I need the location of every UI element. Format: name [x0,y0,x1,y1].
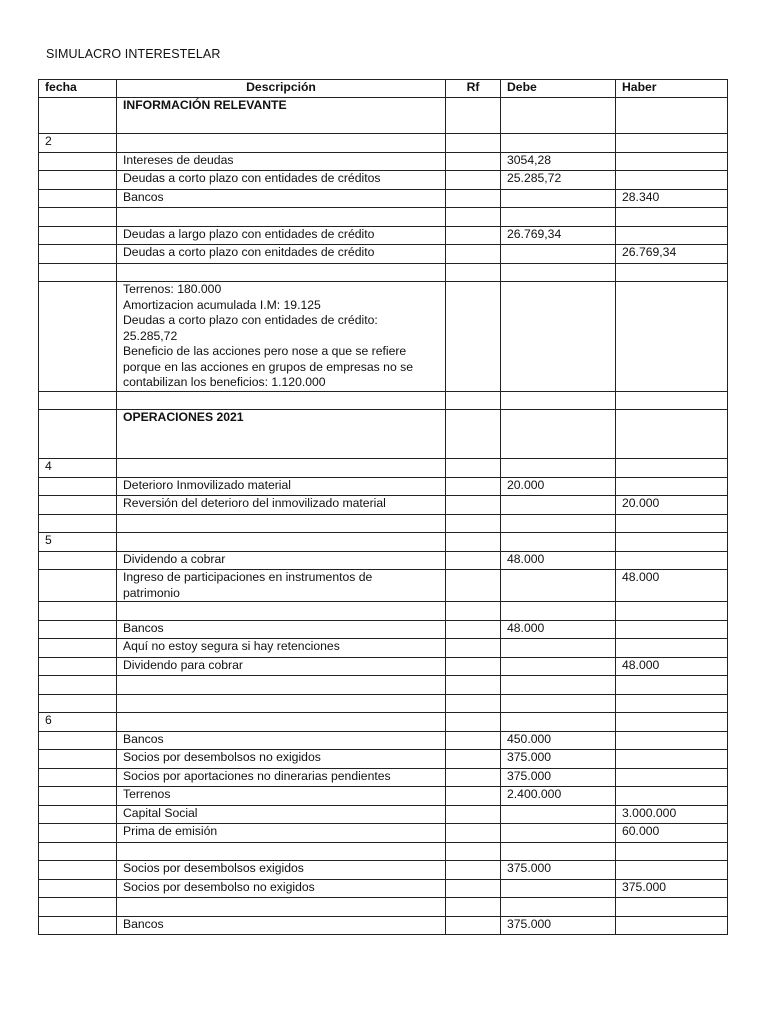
haber-cell [616,602,728,621]
rf-cell [446,898,501,917]
debe-cell [501,245,616,264]
descripcion-cell [117,824,446,843]
descripcion-line: Beneficio de las acciones pero nose a que se refiere [123,344,407,358]
descripcion-line: Dividendo a cobrar [123,551,226,566]
header-fecha: fecha [39,80,117,98]
descripcion-cell [117,676,446,695]
table-row [39,551,728,570]
table-row [39,208,728,227]
rf-cell [446,263,501,282]
descripcion-cell [117,750,446,769]
descripcion-cell [117,98,446,134]
debe-cell [501,805,616,824]
haber-cell [616,620,728,639]
rf-cell [446,459,501,478]
descripcion-line: Deudas a largo plazo con entidades de crédito [123,226,375,241]
fecha-cell [39,805,117,824]
descripcion-line: Bancos [123,189,164,204]
rf-cell [446,602,501,621]
header-haber: Haber [616,80,728,98]
fecha-cell [39,410,117,459]
descripcion-line: OPERACIONES 2021 [123,410,244,424]
descripcion-cell [117,768,446,787]
haber-cell [616,391,728,410]
descripcion-line: patrimonio [123,585,180,600]
table-row [39,514,728,533]
debe-cell [501,694,616,713]
rf-cell [446,676,501,695]
debe-cell [501,676,616,695]
table-row [39,768,728,787]
table-row [39,824,728,843]
rf-cell [446,694,501,713]
haber-cell: 28.340 [616,189,728,208]
descripcion-cell [117,731,446,750]
descripcion-line: Socios por desembolsos exigidos [123,861,304,875]
descripcion-line: Reversión del deterioro del inmovilizado material [123,496,386,510]
descripcion-cell [117,391,446,410]
fecha-cell [39,551,117,570]
table-row [39,245,728,264]
table-row [39,226,728,245]
haber-cell [616,768,728,787]
descripcion-cell [117,570,446,602]
descripcion-cell [117,226,446,245]
rf-cell [446,152,501,171]
fecha-cell [39,477,117,496]
descripcion-cell [117,477,446,496]
table-row [39,477,728,496]
fecha-cell [39,824,117,843]
table-row [39,263,728,282]
fecha-cell [39,657,117,676]
fecha-cell [39,768,117,787]
haber-cell [616,263,728,282]
table-row [39,879,728,898]
descripcion-cell [117,459,446,478]
debe-cell: 25.285,72 [501,171,616,190]
table-row [39,496,728,515]
fecha-cell [39,676,117,695]
debe-cell [501,410,616,459]
fecha-cell [39,898,117,917]
debe-cell: 26.769,34 [501,226,616,245]
debe-cell [501,459,616,478]
descripcion-cell [117,713,446,732]
fecha-cell [39,861,117,880]
debe-cell [501,391,616,410]
debe-cell [501,657,616,676]
table-row [39,620,728,639]
table-row [39,459,728,478]
haber-cell [616,731,728,750]
haber-cell [616,282,728,392]
haber-cell [616,533,728,552]
table-row [39,694,728,713]
descripcion-cell [117,134,446,153]
journal-table [38,79,728,935]
debe-cell: 375.000 [501,916,616,935]
table-row [39,152,728,171]
descripcion-line: Aquí no estoy segura si hay retenciones [123,639,340,653]
descripcion-cell [117,694,446,713]
descripcion-cell [117,602,446,621]
rf-cell [446,861,501,880]
haber-cell [616,639,728,658]
rf-cell [446,824,501,843]
rf-cell [446,208,501,227]
rf-cell [446,805,501,824]
descripcion-cell [117,496,446,515]
debe-cell: 2.400.000 [501,787,616,806]
table-row [39,657,728,676]
haber-cell [616,676,728,695]
rf-cell [446,713,501,732]
table-row [39,134,728,153]
fecha-cell [39,98,117,134]
descripcion-line: Prima de emisión [123,824,218,838]
descripcion-cell [117,533,446,552]
fecha-cell: 6 [39,713,117,732]
fecha-cell [39,208,117,227]
haber-cell [616,171,728,190]
fecha-cell [39,916,117,935]
rf-cell [446,134,501,153]
haber-cell [616,750,728,769]
descripcion-cell [117,879,446,898]
descripcion-line: Socios por desembolsos no exigidos [123,750,321,764]
descripcion-cell [117,620,446,639]
haber-cell [616,694,728,713]
fecha-cell [39,391,117,410]
debe-cell: 450.000 [501,731,616,750]
debe-cell: 375.000 [501,768,616,787]
fecha-cell [39,496,117,515]
rf-cell [446,477,501,496]
fecha-cell [39,245,117,264]
fecha-cell [39,263,117,282]
debe-cell [501,189,616,208]
haber-cell [616,842,728,861]
debe-cell: 375.000 [501,750,616,769]
descripcion-cell [117,916,446,935]
debe-cell [501,514,616,533]
descripcion-line: Bancos [123,620,164,635]
descripcion-cell [117,657,446,676]
debe-cell [501,842,616,861]
haber-cell: 60.000 [616,824,728,843]
haber-cell [616,916,728,935]
descripcion-line: Terrenos [123,787,171,801]
descripcion-cell [117,208,446,227]
rf-cell [446,98,501,134]
haber-cell [616,226,728,245]
descripcion-line: Amortizacion acumulada I.M: 19.125 [123,297,321,312]
fecha-cell [39,226,117,245]
haber-cell [616,551,728,570]
descripcion-cell [117,263,446,282]
descripcion-line: contabilizan los beneficios: 1.120.000 [123,375,326,389]
table-row [39,713,728,732]
descripcion-line: Deudas a corto plazo con enitdades de crédito [123,245,375,259]
debe-cell: 375.000 [501,861,616,880]
debe-cell [501,898,616,917]
haber-cell [616,410,728,459]
debe-cell [501,533,616,552]
fecha-cell [39,570,117,602]
descripcion-cell [117,410,446,459]
descripcion-line: Intereses de deudas [123,152,234,167]
fecha-cell [39,171,117,190]
rf-cell [446,551,501,570]
fecha-cell [39,189,117,208]
descripcion-cell [117,787,446,806]
table-row [39,861,728,880]
descripcion-cell [117,551,446,570]
table-row [39,189,728,208]
rf-cell [446,657,501,676]
table-row [39,171,728,190]
table-row [39,898,728,917]
descripcion-cell [117,189,446,208]
descripcion-line: Deudas a corto plazo con entidades de créditos [123,171,381,185]
fecha-cell [39,514,117,533]
debe-cell [501,570,616,602]
descripcion-cell [117,152,446,171]
table-row [39,639,728,658]
descripcion-cell [117,861,446,880]
fecha-cell [39,639,117,658]
table-row [39,842,728,861]
debe-cell: 48.000 [501,551,616,570]
fecha-cell: 4 [39,459,117,478]
rf-cell [446,916,501,935]
table-row [39,533,728,552]
descripcion-line: Socios por aportaciones no dinerarias pendientes [123,768,391,783]
descripcion-cell [117,245,446,264]
fecha-cell [39,152,117,171]
rf-cell [446,514,501,533]
fecha-cell [39,750,117,769]
haber-cell: 20.000 [616,496,728,515]
haber-cell: 375.000 [616,879,728,898]
rf-cell [446,226,501,245]
haber-cell: 48.000 [616,657,728,676]
debe-cell: 48.000 [501,620,616,639]
haber-cell: 26.769,34 [616,245,728,264]
debe-cell [501,98,616,134]
haber-cell [616,459,728,478]
document-title: SIMULACRO INTERESTELAR [46,47,221,61]
header-descripcion: Descripción [117,80,446,98]
rf-cell [446,879,501,898]
descripcion-line: Terrenos: 180.000 [123,282,222,296]
table-row [39,805,728,824]
table-row [39,391,728,410]
rf-cell [446,245,501,264]
haber-cell: 3.000.000 [616,805,728,824]
descripcion-cell [117,514,446,533]
rf-cell [446,750,501,769]
debe-cell: 3054,28 [501,152,616,171]
debe-cell [501,639,616,658]
fecha-cell [39,879,117,898]
descripcion-line: Ingreso de participaciones en instrumentos de [123,570,373,584]
rf-cell [446,496,501,515]
haber-cell [616,898,728,917]
rf-cell [446,639,501,658]
fecha-cell: 5 [39,533,117,552]
descripcion-line: porque en las acciones en grupos de empresas no se [123,359,413,374]
descripcion-cell [117,171,446,190]
table-row [39,602,728,621]
table-row [39,410,728,459]
descripcion-cell [117,842,446,861]
fecha-cell [39,602,117,621]
descripcion-line: Dividendo para cobrar [123,657,243,672]
table-row [39,787,728,806]
descripcion-cell [117,639,446,658]
haber-cell [616,861,728,880]
fecha-cell: 2 [39,134,117,153]
debe-cell: 20.000 [501,477,616,496]
debe-cell [501,263,616,282]
debe-cell [501,134,616,153]
table-row [39,676,728,695]
rf-cell [446,189,501,208]
rf-cell [446,768,501,787]
rf-cell [446,842,501,861]
rf-cell [446,787,501,806]
descripcion-line: Deudas a corto plazo con entidades de crédito: [123,313,378,327]
haber-cell [616,152,728,171]
descripcion-cell [117,282,446,392]
debe-cell [501,496,616,515]
header-rf: Rf [446,80,501,98]
haber-cell [616,713,728,732]
fecha-cell [39,282,117,392]
descripcion-line: Bancos [123,731,164,746]
fecha-cell [39,787,117,806]
table-row [39,570,728,602]
haber-cell [616,134,728,153]
table-header-row [39,80,728,98]
header-debe: Debe [501,80,616,98]
rf-cell [446,171,501,190]
debe-cell [501,824,616,843]
haber-cell [616,787,728,806]
descripcion-line: Capital Social [123,805,198,820]
table-row [39,98,728,134]
descripcion-cell [117,805,446,824]
fecha-cell [39,842,117,861]
rf-cell [446,570,501,602]
fecha-cell [39,620,117,639]
rf-cell [446,282,501,392]
descripcion-line: Socios por desembolso no exigidos [123,879,315,894]
rf-cell [446,391,501,410]
table-row [39,731,728,750]
haber-cell [616,514,728,533]
table-row [39,282,728,392]
debe-cell [501,713,616,732]
haber-cell [616,477,728,496]
rf-cell [446,533,501,552]
debe-cell [501,282,616,392]
table-row [39,916,728,935]
fecha-cell [39,731,117,750]
debe-cell [501,208,616,227]
table-row [39,750,728,769]
descripcion-line: 25.285,72 [123,328,178,343]
descripcion-line: Deterioro Inmovilizado material [123,477,291,492]
rf-cell [446,410,501,459]
haber-cell: 48.000 [616,570,728,602]
descripcion-cell [117,898,446,917]
fecha-cell [39,694,117,713]
rf-cell [446,620,501,639]
rf-cell [446,731,501,750]
debe-cell [501,602,616,621]
descripcion-line: Bancos [123,916,164,931]
haber-cell [616,208,728,227]
descripcion-line: INFORMACIÓN RELEVANTE [123,98,287,112]
journal-body [39,98,728,935]
haber-cell [616,98,728,134]
debe-cell [501,879,616,898]
